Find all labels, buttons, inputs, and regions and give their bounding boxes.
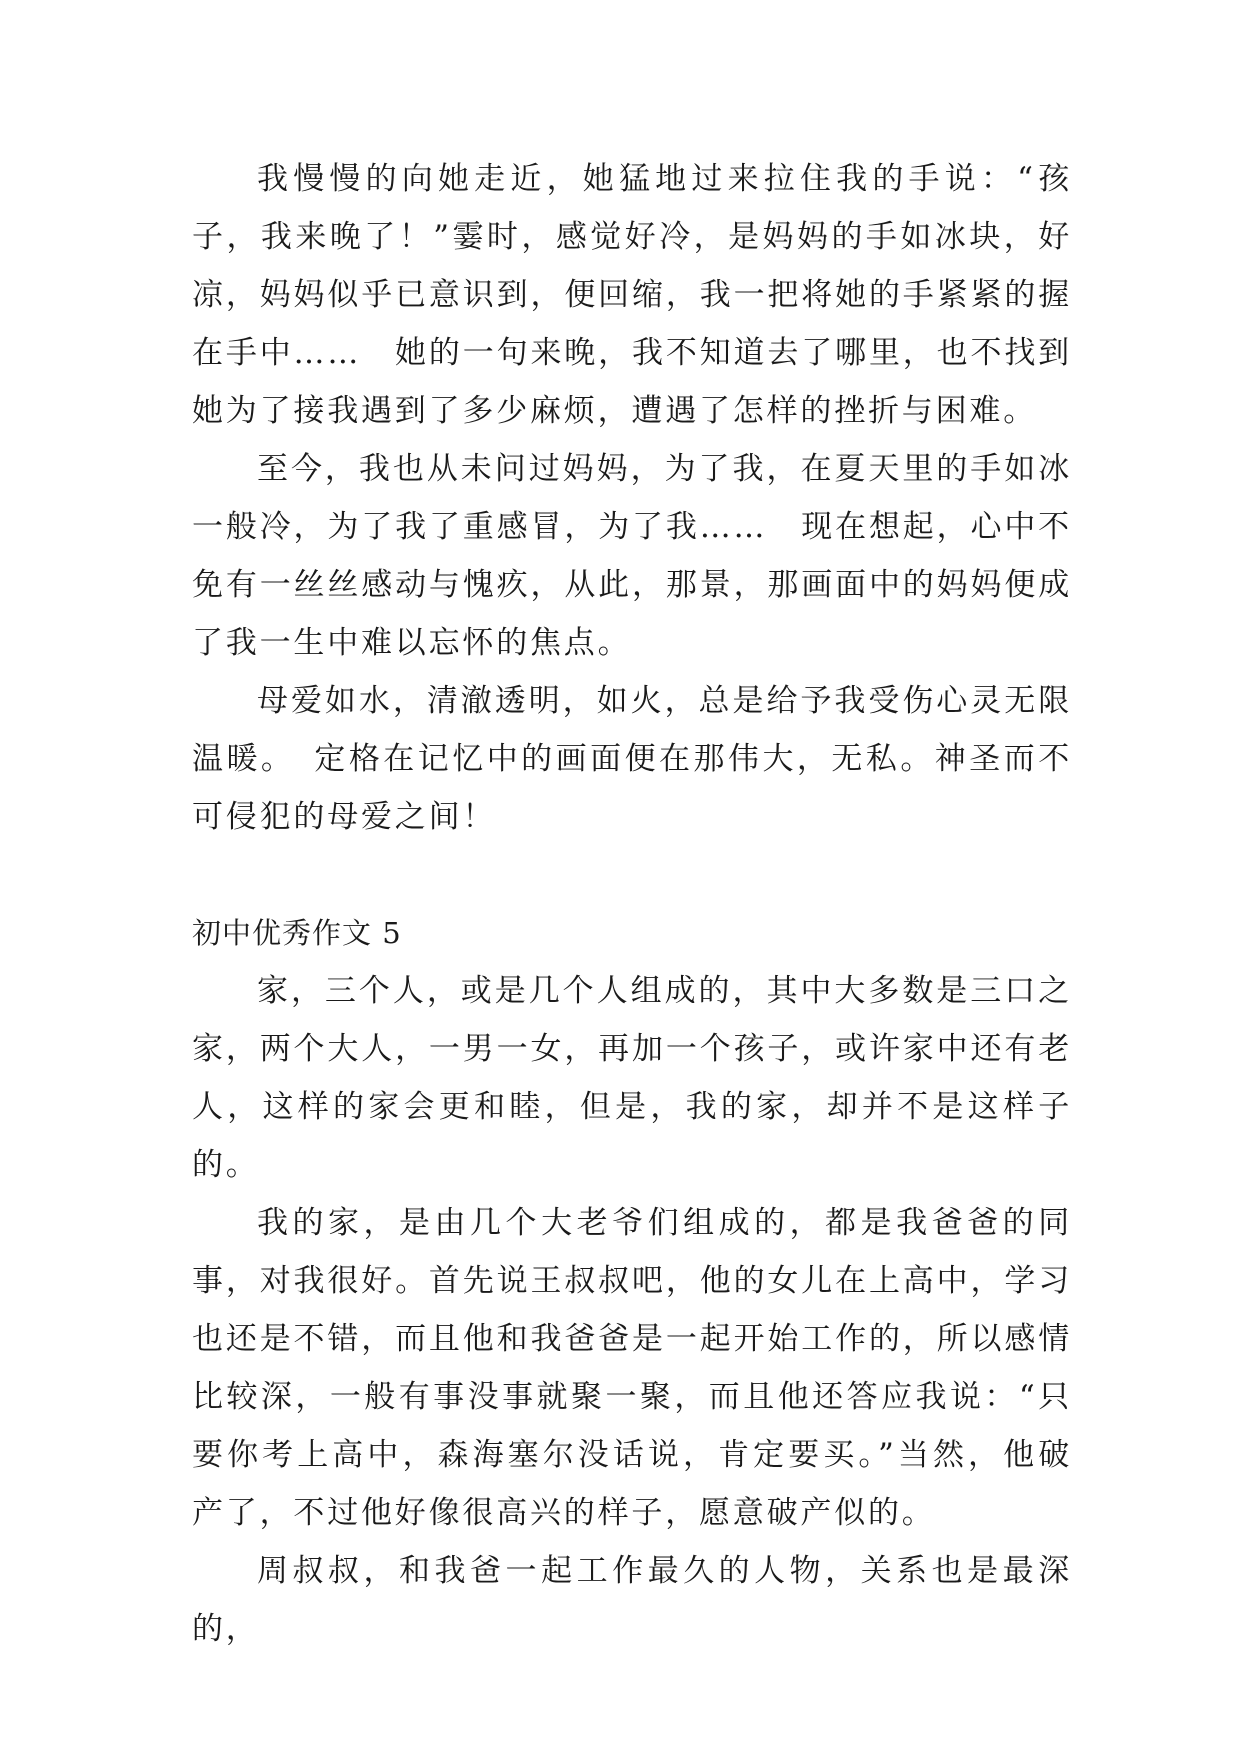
article-body [192,150,1072,1658]
section-gap [192,846,1072,904]
paragraph-mother-love: 母爱如水，清澈透明，如火，总是给予我受伤心灵无限温暖。 定格在记忆中的画面便在那伟大，无私。神圣而不可侵犯的母爱之间！ [192,683,1072,835]
paragraph-family-definition: 家，三个人，或是几个人组成的，其中大多数是三口之家，两个大人，一男一女，再加一个孩子，或许家中还有老人，这样的家会更和睦，但是，我的家，却并不是这样子的。 [192,973,1072,1183]
paragraph-uncle-wang: 我的家，是由几个大老爷们组成的，都是我爸爸的同事，对我很好。首先说王叔叔吧，他的女儿在上高中，学习也还是不错，而且他和我爸爸是一起开始工作的，所以感情比较深，一般有事没事就聚一聚，而且他还答应我说：“只要你考上高中，森海塞尔没话说，肯定要买。”当然，他破产了，不过他好像很高兴的样子，愿意破产似的。 [192,1205,1072,1531]
section-heading: 初中优秀作文 5 [192,916,402,950]
paragraph-uncle-zhou: 周叔叔，和我爸一起工作最久的人物，关系也是最深的， [192,1553,1072,1647]
paragraph-hand-holding: 我慢慢的向她走近，她猛地过来拉住我的手说：“孩子，我来晚了！”霎时，感觉好冷，是妈妈的手如冰块，好凉，妈妈似乎已意识到，便回缩，我一把将她的手紧紧的握在手中…… 她的一句来晚，我不知道去了哪里，也不找到她为了接我遇到了多少麻烦，遭遇了怎样的挫折与困难。 [192,161,1072,429]
paragraph-reflection: 至今，我也从未问过妈妈，为了我，在夏天里的手如冰一般冷，为了我了重感冒，为了我…… 现在想起，心中不免有一丝丝感动与愧疚，从此，那景，那画面中的妈妈便成了我一生中难以忘怀的焦点。 [192,451,1072,661]
